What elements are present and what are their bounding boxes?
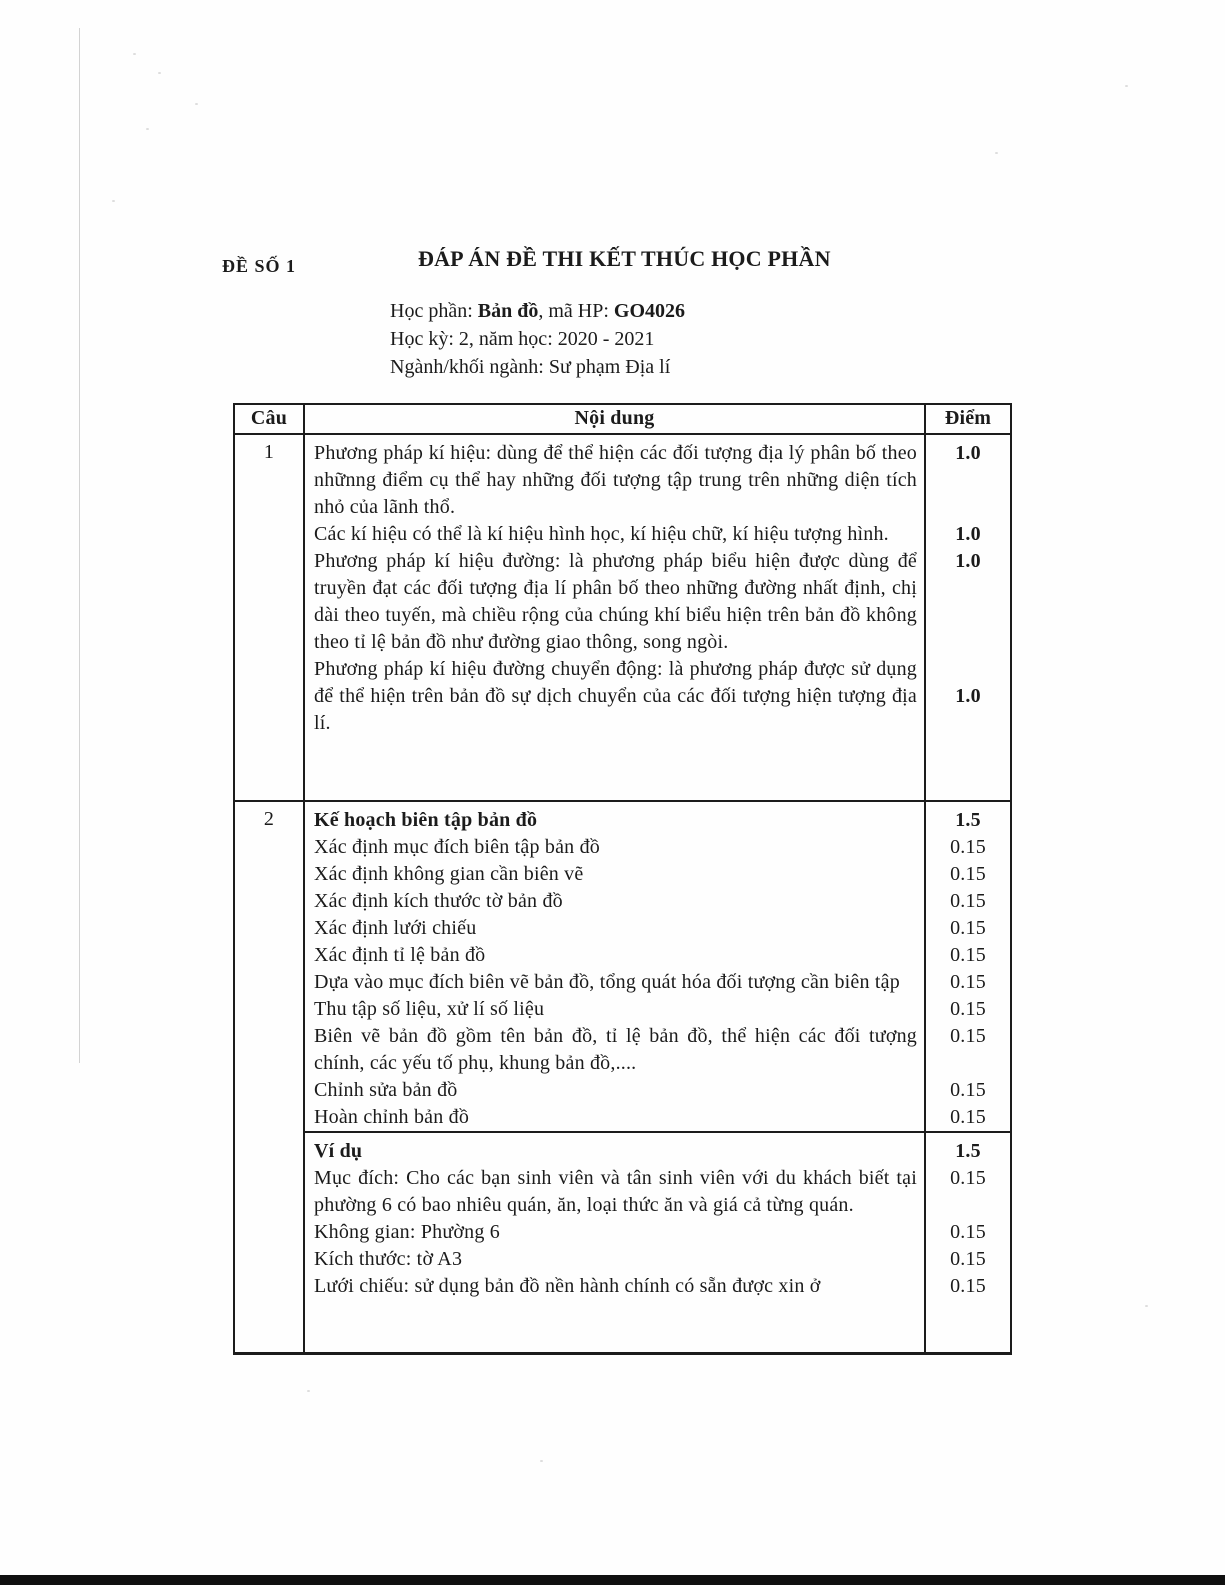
- section-title: Ví dụ: [314, 1140, 363, 1162]
- section-item: [305, 888, 1010, 915]
- points-value: 1.0: [924, 435, 1010, 521]
- scan-speck: [158, 72, 161, 74]
- item-text: Xác định mục đích biên tập bản đồ: [314, 836, 600, 858]
- answer-paragraph: [305, 435, 1010, 521]
- section-item: [305, 996, 1010, 1023]
- course-info: [390, 297, 685, 381]
- item-text: Biên vẽ bản đồ gồm tên bản đồ, tỉ lệ bản đồ, thể hiện các đối tượng chính, các yếu tố phụ, khung bản đồ,....: [314, 1025, 917, 1074]
- section-title-row: [305, 1133, 1010, 1165]
- scan-speck: [540, 1460, 543, 1462]
- points-value: 0.15: [924, 861, 1010, 888]
- scan-bottom-strip: [0, 1575, 1225, 1585]
- paragraph-text: Phương pháp kí hiệu đường: là phương pháp biểu hiện được dùng để truyền đạt các đối tượng địa lí phân bố theo những đường nhất định, chị dài theo tuyến, mà chiều rộng của chúng khí biểu hiện trên bản đồ không theo tỉ lệ bản đồ như đường giao thông, song ngòi.: [314, 550, 917, 653]
- section-item: [305, 1077, 1010, 1104]
- course-code: GO4026: [613, 300, 686, 322]
- question-number-cell: 2: [235, 802, 305, 1352]
- section-item: [305, 942, 1010, 969]
- header-question-col: Câu: [235, 405, 305, 433]
- paragraph-text: Phương pháp kí hiệu: dùng để thể hiện các đối tượng địa lý phân bố theo nhữnng điểm cụ thể hay những đối tượng tập trung trên những diện tích nhỏ của lãnh thổ.: [314, 442, 917, 518]
- scan-speck: [1145, 1305, 1148, 1307]
- section-title-row: [305, 802, 1010, 834]
- points-value: 0.15: [924, 996, 1010, 1023]
- paragraph-text: Phương pháp kí hiệu đường chuyển động: là phương pháp được sử dụng để thể hiện trên bản đồ sự dịch chuyển của các đối tượng hiện tượng địa lí.: [314, 658, 917, 734]
- answer-paragraph: [305, 548, 1010, 656]
- points-value: 0.15: [924, 834, 1010, 861]
- section-item: [305, 834, 1010, 861]
- item-text: Mục đích: Cho các bạn sinh viên và tân sinh viên với du khách biết tại phường 6 có bao nhiêu quán, ăn, loại thức ăn và giá cả từng quán.: [314, 1167, 917, 1216]
- section-item: [305, 1273, 1010, 1352]
- points-value: 0.15: [924, 888, 1010, 915]
- scan-speck: [112, 200, 115, 202]
- points-value: 0.15: [924, 1273, 1010, 1352]
- scan-speck: [307, 1390, 310, 1392]
- scan-speck: [133, 53, 136, 55]
- points-value: 1.0: [924, 521, 1010, 548]
- scan-speck: [195, 103, 198, 105]
- answers-table: [233, 403, 1012, 1355]
- answer-row-2: [235, 802, 1010, 1352]
- document-title: ĐÁP ÁN ĐỀ THI KẾT THÚC HỌC PHẦN: [418, 246, 831, 271]
- answer-paragraph: [305, 656, 1010, 800]
- example-section: [305, 1131, 1010, 1352]
- exam-set-label: ĐỀ SỐ 1: [222, 256, 297, 276]
- scan-speck: [1125, 85, 1128, 87]
- section-title: Kế hoạch biên tập bản đồ: [314, 809, 538, 831]
- points-value: 1.0: [924, 548, 1010, 656]
- answer-row-2-body: [305, 802, 1010, 1352]
- item-text: Hoàn chỉnh bản đồ: [314, 1106, 470, 1128]
- item-text: Lưới chiếu: sử dụng bản đồ nền hành chính có sẵn được xin ở: [314, 1275, 821, 1297]
- course-mid-label: , mã HP:: [538, 300, 614, 322]
- section-item: [305, 1165, 1010, 1219]
- item-text: Xác định không gian cần biên vẽ: [314, 863, 584, 885]
- item-text: Thu tập số liệu, xử lí số liệu: [314, 998, 545, 1020]
- section-item: [305, 915, 1010, 942]
- answer-row-1: [235, 435, 1010, 802]
- section-item: [305, 1219, 1010, 1246]
- item-text: Dựa vào mục đích biên vẽ bản đồ, tổng quát hóa đối tượng cần biên tập: [314, 971, 900, 993]
- item-text: Xác định lưới chiếu: [314, 917, 477, 939]
- section-item: [305, 861, 1010, 888]
- answer-row-1-body: [305, 435, 1010, 800]
- plan-section: [305, 802, 1010, 1131]
- points-value: 0.15: [924, 1219, 1010, 1246]
- header-content-col: Nội dung: [574, 407, 655, 429]
- scan-paper-edge-line: [79, 28, 80, 1063]
- item-text: Kích thước: tờ A3: [314, 1248, 463, 1270]
- points-value: 1.5: [924, 802, 1010, 834]
- points-value: 0.15: [924, 915, 1010, 942]
- scan-speck: [146, 128, 149, 130]
- course-label: Học phần:: [390, 300, 478, 322]
- points-value: 0.15: [924, 1023, 1010, 1077]
- course-name: Bản đồ: [477, 300, 539, 322]
- answer-paragraph: [305, 521, 1010, 548]
- points-value: 0.15: [924, 1104, 1010, 1131]
- item-text: Chỉnh sửa bản đồ: [314, 1079, 458, 1101]
- points-value: 1.5: [924, 1133, 1010, 1165]
- header-points-col: Điểm: [924, 405, 1010, 433]
- item-text: Xác định tỉ lệ bản đồ: [314, 944, 486, 966]
- semester-line: Học kỳ: 2, năm học: 2020 - 2021: [390, 328, 655, 350]
- section-item: [305, 1104, 1010, 1131]
- points-value: 0.15: [924, 1165, 1010, 1219]
- points-value: 0.15: [924, 969, 1010, 996]
- section-item: [305, 969, 1010, 996]
- item-text: Không gian: Phường 6: [314, 1221, 500, 1243]
- item-text: Xác định kích thước tờ bản đồ: [314, 890, 563, 912]
- points-value: 0.15: [924, 1077, 1010, 1104]
- question-number-cell: 1: [235, 435, 305, 800]
- major-line: Ngành/khối ngành: Sư phạm Địa lí: [390, 356, 671, 378]
- points-value: 0.15: [924, 942, 1010, 969]
- points-value: 0.15: [924, 1246, 1010, 1273]
- scan-speck: [995, 152, 998, 154]
- section-item: [305, 1246, 1010, 1273]
- section-item: [305, 1023, 1010, 1077]
- course-line: [390, 297, 685, 325]
- table-header-row: [235, 405, 1010, 435]
- points-value: 1.0: [924, 656, 1010, 800]
- paragraph-text: Các kí hiệu có thể là kí hiệu hình học, kí hiệu chữ, kí hiệu tượng hình.: [314, 523, 889, 545]
